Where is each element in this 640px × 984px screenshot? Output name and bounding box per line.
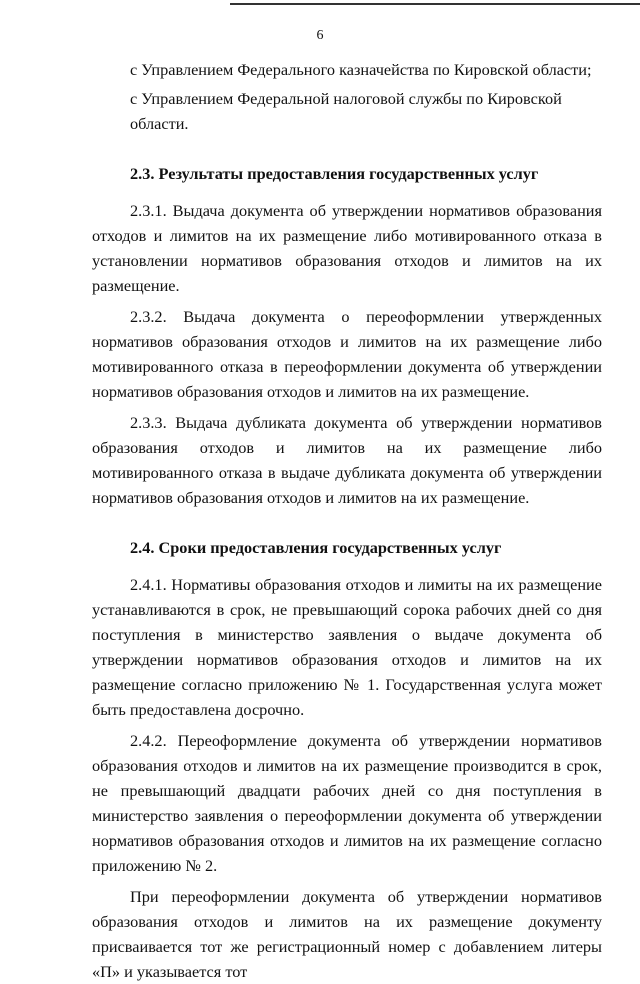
paragraph-2-4-1: 2.4.1. Нормативы образования отходов и лимиты на их размещение устанавливаются в срок, не превышающий сорока рабочих дней со дня поступления в министерство заявления о выдаче документа об утверждении нормативов образования отходов и лимитов на их размещение согласно приложению № 1. Государственная услуга может быть предоставлена досрочно.: [92, 575, 602, 719]
section-2-3-heading: 2.3. Результаты предоставления государственных услуг: [130, 164, 539, 183]
intro-line-2: с Управлением Федеральной налоговой службы по Кировской области.: [130, 89, 562, 133]
intro-line-1: с Управлением Федерального казначейства по Кировской области;: [130, 60, 592, 79]
paragraph-2-3-3: 2.3.3. Выдача дубликата документа об утверждении нормативов образования отходов и лимитов на их размещение либо мотивированного отказа в выдаче дубликата документа об утверждении нормативов образования отходов и лимитов на их размещение.: [92, 413, 602, 507]
section-2-4-heading: 2.4. Сроки предоставления государственных услуг: [130, 538, 502, 557]
document-body: [92, 57, 602, 984]
paragraph-2-4-2: 2.4.2. Переоформление документа об утверждении нормативов образования отходов и лимитов на их размещение производится в срок, не превышающий двадцати рабочих дней со дня поступления в министерство заявления о переоформлении документа об утверждении нормативов образования отходов и лимитов на их размещение согласно приложению № 2.: [92, 731, 602, 875]
top-border-line: [230, 3, 640, 5]
paragraph-2-3-2: 2.3.2. Выдача документа о переоформлении утвержденных нормативов образования отходов и лимитов на их размещение либо мотивированного отказа в переоформлении документа об утверждении нормативов образования отходов и лимитов на их размещение.: [92, 307, 602, 401]
paragraph-2-4-2-continued: При переоформлении документа об утверждении нормативов образования отходов и лимитов на их размещение документу присваивается тот же регистрационный номер с добавлением литеры «П» и указывается тот: [92, 887, 602, 981]
page-number: 6: [316, 28, 324, 43]
paragraph-2-3-1: 2.3.1. Выдача документа об утверждении нормативов образования отходов и лимитов на их размещение либо мотивированного отказа в установлении нормативов образования отходов и лимитов на их размещение.: [92, 201, 602, 295]
